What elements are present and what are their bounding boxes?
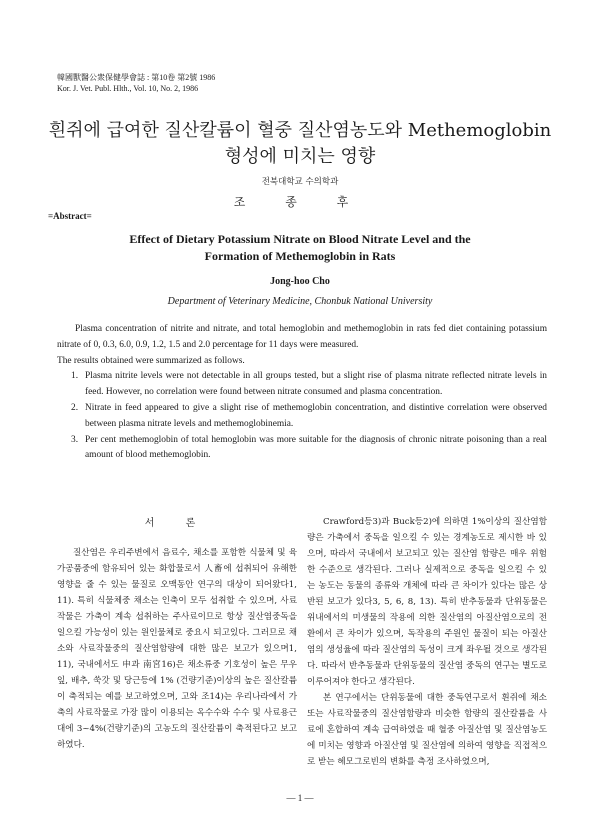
result-item — [57, 369, 547, 401]
section-heading-introduction: 서 론 — [144, 518, 210, 529]
result-item — [57, 401, 547, 433]
result-item — [57, 433, 547, 465]
result-number: 3. — [71, 434, 79, 445]
body-paragraph: 본 연구에서는 단위동물에 대한 중독연구로서 흰쥐에 채소 또는 사료작물중의 질산염함량과 비슷한 함량의 질산칼륨을 사료에 혼합하여 계속 급여하였을 때 혈중 아질산염 및 질산염농도에 미치는 영향과 아질산염 및 질산염에 의하여 영향을 직접적으로 받는 헤모그로빈의 변화를 측정 조사하였으며, — [307, 693, 547, 767]
abstract-summary-lead: The results obtained were summarized as follows. — [57, 355, 245, 366]
abstract-label: =Abstract= — [48, 211, 92, 221]
department-english: Department of Veterinary Medicine, Chonbuk National University — [167, 296, 433, 307]
paper-title-english — [0, 231, 600, 265]
page-number: — 1 — — [286, 793, 314, 803]
abstract-body — [57, 322, 547, 464]
result-text: Plasma nitrite levels were not detectable in all groups tested, but a slight rise of plasma nitrate reflected nitrate levels in feed. However, no correlation were found between nitrate consumed and plasma concentration. — [85, 371, 547, 398]
result-number: 1. — [71, 371, 79, 382]
title-ko-line1: 흰쥐에 급여한 질산칼륨이 혈중 질산염농도와 Methemoglobin — [48, 120, 552, 141]
result-number: 2. — [71, 402, 79, 413]
author-english: Jong-hoo Cho — [270, 276, 330, 287]
body-paragraph: 질산염은 우리주변에서 음료수, 채소를 포함한 식물체 및 육가공품중에 함유되어 있는 화합물로서 人畜에 섭취되어 유해한 영향을 줄 수 있는 물질로 오맥동안 연구의 대상이 되어왔다1, 11). 특히 식물체중 채소는 인축이 모두 섭취할 수 있으며, 사료작물은 가축이 계속 섭취하는 주사료이므로 항상 질산염중독을 일으킬 가능성이 있는 원인물체로 중요시 되고있다. 그러므로 채소와 사료작물중의 질산염함량에 대한 많은 보고가 있으며1, 11), 국내에서도 申과 南宮16)은 채소류중 기호성이 높은 무우잎, 배추, 쑥갓 및 당근등에 1% (건량기준)이상의 높은 질산칼륨이 축적되는 예를 보고하였으며, 고와 조14)는 우리나라에서 가축의 사료작물로 가장 많이 이용되는 옥수수와 수수 및 사료용근대에 3~4%(건량기준)의 고농도의 질산칼륨이 축적된다고 보고하였다. — [57, 548, 297, 750]
result-text: Per cent methemoglobin of total hemoglobin was more suitable for the diagnosis of chronic nitrate poisoning than a real amount of blood methemoglobin. — [85, 434, 547, 461]
journal-title-korean: 韓國獸醫公衆保健學會誌 : 第10卷 第2號 1986 — [57, 73, 216, 82]
journal-title-english: Kor. J. Vet. Publ. Hlth., Vol. 10, No. 2, 1986 — [57, 84, 199, 93]
journal-header — [57, 72, 215, 94]
abstract-intro: Plasma concentration of nitrite and nitrate, and total hemoglobin and methemoglobin in rats fed diet containing potassium nitrate of 0, 0.3, 6.0, 0.9, 1.2, 1.5 and 2.0 percentage for 11 days were measured. — [57, 324, 547, 350]
paper-title-korean — [0, 118, 600, 170]
affiliation-korean: 전북대학교 수의학과 — [261, 177, 339, 187]
title-ko-line2: 형성에 미치는 영향 — [224, 146, 376, 167]
result-text: Nitrate in feed appeared to give a slight rise of methemoglobin concentration, and distintive correlation were observed between plasma nitrate levels and methemoglobinemia. — [85, 402, 547, 429]
body-paragraph: Crawford등3)과 Buck등2)에 의하면 1%이상의 질산염함량은 가축에서 중독을 일으킬 수 있는 경계농도로 제시한 바 있으며, 따라서 국내에서 보고되고 있는 질산염 함량은 매우 위험한 수준으로 생각된다. 그러나 실제적으로 중독을 일으킬 수 있는 농도는 동물의 종류와 개체에 따라 큰 차이가 있다는 많은 상반된 보고가 있다3, 5, 6, 8, 13). 특히 반추동물과 단위동물은 위내에서의 미생물의 작용에 의한 질산염의 아질산염으로의 전환에서 큰 차이가 있으며, 독작용의 주원인 물질이 되는 아질산염의 생성율에 따라 질산염의 독성이 크게 좌우될 것으로 생각된다. 따라서 반추동물과 단위동물의 질산염 중독의 연구는 별도로 이루어져야 한다고 생각된다. — [307, 517, 547, 687]
author-korean: 조 종 후 — [233, 195, 367, 209]
body-column-right — [307, 514, 547, 770]
title-en-line1: Effect of Dietary Potassium Nitrate on Blood Nitrate Level and the — [129, 232, 471, 246]
abstract-results-list — [57, 369, 547, 464]
title-en-line2: Formation of Methemoglobin in Rats — [204, 249, 396, 263]
body-column-left — [57, 514, 297, 753]
